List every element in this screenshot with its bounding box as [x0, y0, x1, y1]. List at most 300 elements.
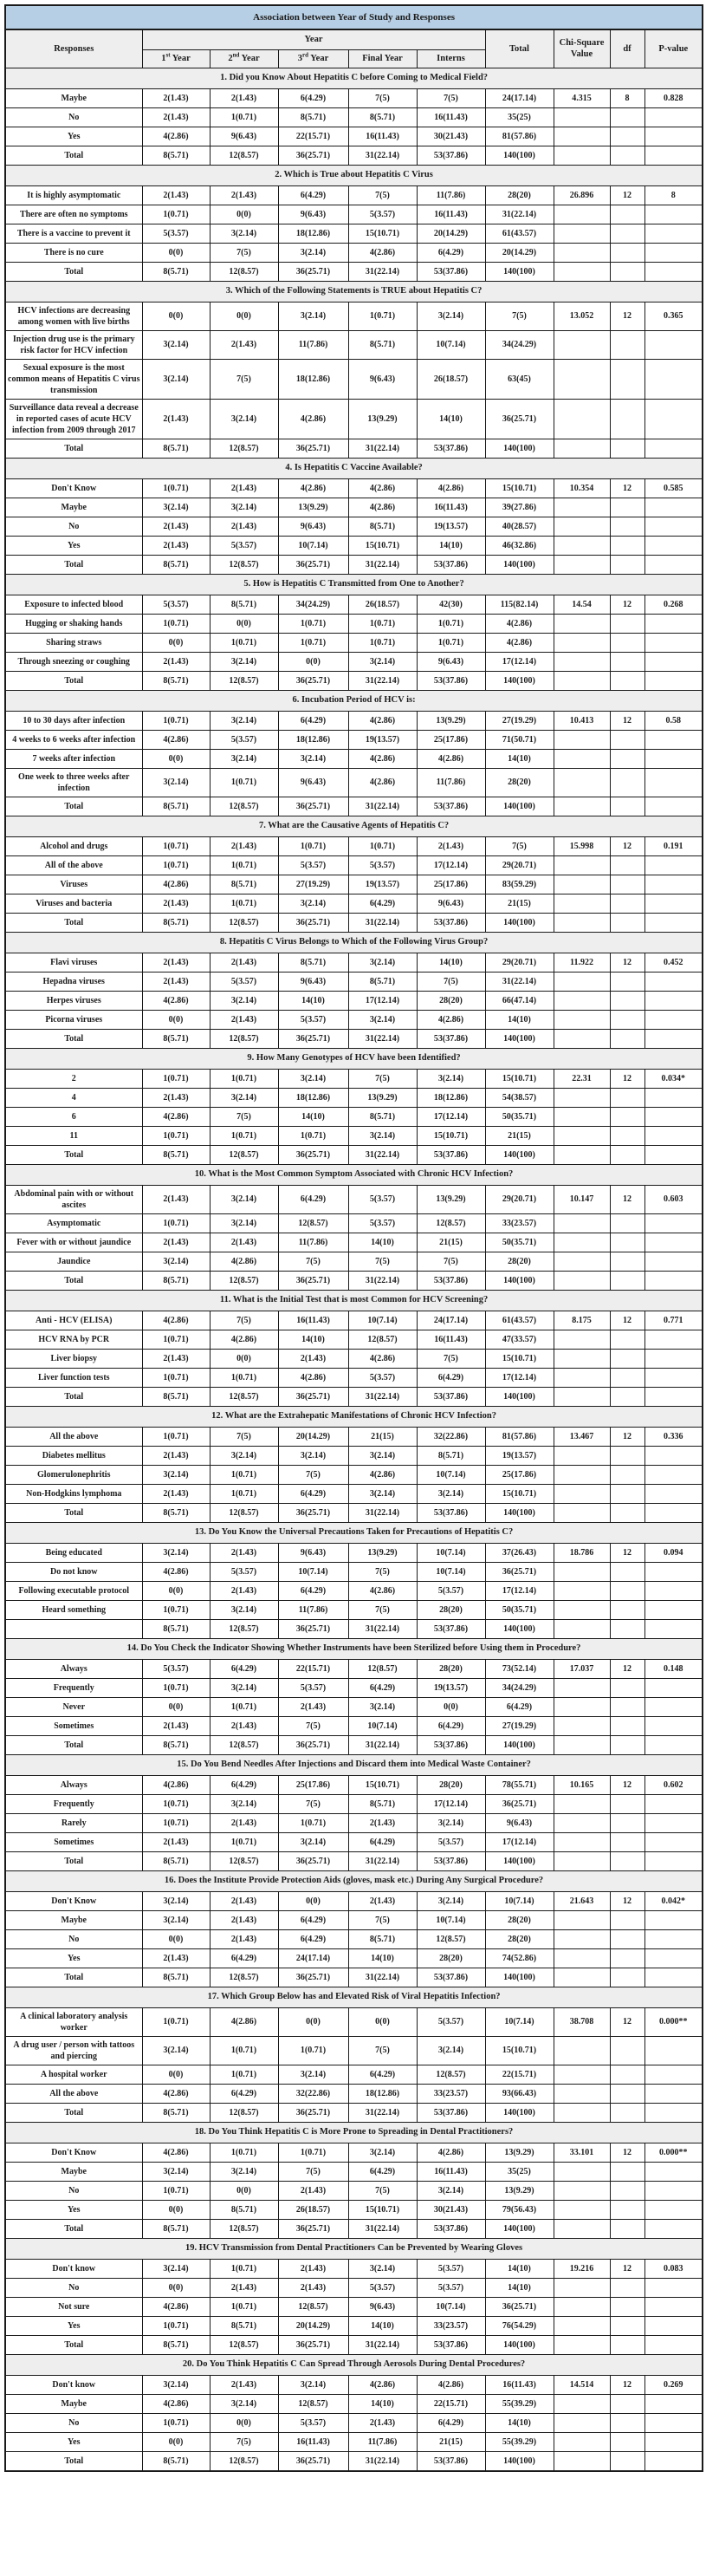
total-cell: 7(5): [485, 302, 554, 330]
table-row: [5, 2278, 703, 2297]
year-value-cell: 1(0.71): [348, 302, 417, 330]
table-row: [5, 1213, 703, 1233]
table-row: [5, 146, 703, 165]
section-header-row: [5, 1754, 703, 1775]
year-value-cell: 1(0.71): [278, 836, 348, 855]
chi-square-cell: [554, 498, 610, 517]
year-value-cell: 9(6.43): [278, 768, 348, 797]
year-value-cell: 31(22.14): [348, 2451, 417, 2471]
year-value-cell: 14(10): [348, 2394, 417, 2413]
year-value-cell: 4(2.86): [348, 478, 417, 498]
year-value-cell: 12(8.57): [210, 262, 278, 281]
year-value-cell: 36(25.71): [278, 913, 348, 932]
year-column-header: 3rd Year: [278, 49, 348, 68]
year-value-cell: 3(2.14): [142, 359, 210, 399]
df-cell: [610, 913, 644, 932]
year-value-cell: 16(11.43): [417, 205, 485, 224]
chi-square-cell: [554, 1794, 610, 1813]
table-row: [5, 1813, 703, 1832]
total-cell: 10(7.14): [485, 2007, 554, 2036]
year-value-cell: 18(12.86): [278, 730, 348, 749]
df-cell: [610, 652, 644, 671]
year-value-cell: 53(37.86): [417, 1271, 485, 1290]
p-value-cell: [644, 894, 703, 913]
response-label: All of the above: [5, 855, 142, 875]
year-value-cell: 20(14.29): [278, 1427, 348, 1446]
year-value-cell: 4(2.86): [278, 478, 348, 498]
year-value-cell: 31(22.14): [348, 913, 417, 932]
total-cell: 63(45): [485, 359, 554, 399]
response-label: Maybe: [5, 2162, 142, 2181]
year-value-cell: 6(4.29): [348, 2065, 417, 2084]
df-cell: [610, 243, 644, 262]
chi-square-cell: [554, 991, 610, 1010]
year-value-cell: 20(14.29): [278, 2316, 348, 2335]
year-value-cell: 1(0.71): [210, 1832, 278, 1851]
section-question: 3. Which of the Following Statements is TRUE about Hepatitis C?: [5, 281, 703, 302]
df-cell: [610, 1271, 644, 1290]
year-value-cell: 53(37.86): [417, 1503, 485, 1522]
year-value-cell: 31(22.14): [348, 1968, 417, 1987]
year-value-cell: 0(0): [210, 205, 278, 224]
total-cell: 81(57.86): [485, 1427, 554, 1446]
year-value-cell: 4(2.86): [348, 1581, 417, 1600]
total-cell: 140(100): [485, 1271, 554, 1290]
df-cell: [610, 1446, 644, 1465]
response-label: Sexual exposure is the most common means of Hepatitis C virus transmission: [5, 359, 142, 399]
year-value-cell: 53(37.86): [417, 797, 485, 816]
chi-square-cell: [554, 146, 610, 165]
response-label: Exposure to infected blood: [5, 595, 142, 614]
year-value-cell: 11(7.86): [278, 1600, 348, 1619]
df-cell: [610, 1252, 644, 1271]
year-value-cell: 15(10.71): [417, 1126, 485, 1145]
chi-square-cell: [554, 127, 610, 146]
response-label: Hepadna viruses: [5, 972, 142, 991]
df-cell: [610, 1465, 644, 1484]
table-row: [5, 1427, 703, 1446]
year-value-cell: 28(20): [417, 1659, 485, 1678]
response-label: Heard something: [5, 1600, 142, 1619]
year-value-cell: 1(0.71): [278, 2143, 348, 2162]
response-label: Maybe: [5, 2394, 142, 2413]
year-value-cell: 8(5.71): [142, 555, 210, 574]
table-row: [5, 2316, 703, 2335]
year-value-cell: 2(1.43): [142, 536, 210, 555]
table-row: [5, 1543, 703, 1562]
p-value-cell: [644, 1794, 703, 1813]
total-cell: 140(100): [485, 2103, 554, 2122]
year-value-cell: 3(2.14): [210, 1213, 278, 1233]
total-cell: 140(100): [485, 2335, 554, 2354]
year-value-cell: 53(37.86): [417, 262, 485, 281]
df-cell: 12: [610, 953, 644, 972]
table-row: [5, 991, 703, 1010]
year-value-cell: 2(1.43): [278, 2181, 348, 2200]
response-label: Herpes viruses: [5, 991, 142, 1010]
section-header-row: [5, 1290, 703, 1311]
year-value-cell: 5(3.57): [417, 1581, 485, 1600]
total-cell: 35(25): [485, 2162, 554, 2181]
year-value-cell: 1(0.71): [417, 633, 485, 652]
df-cell: [610, 1010, 644, 1029]
response-label: 10 to 30 days after infection: [5, 711, 142, 730]
year-value-cell: 13(9.29): [417, 1185, 485, 1213]
df-cell: 12: [610, 1311, 644, 1330]
p-value-cell: 0.269: [644, 2375, 703, 2394]
p-value-cell: [644, 399, 703, 439]
year-value-cell: 18(12.86): [278, 1088, 348, 1107]
year-value-cell: 53(37.86): [417, 2103, 485, 2122]
chi-square-cell: [554, 1029, 610, 1048]
total-cell: 28(20): [485, 1910, 554, 1929]
year-value-cell: 31(22.14): [348, 1029, 417, 1048]
year-value-cell: 10(7.14): [417, 1562, 485, 1581]
chi-square-cell: 14.514: [554, 2375, 610, 2394]
year-value-cell: 1(0.71): [278, 614, 348, 633]
total-cell: 71(50.71): [485, 730, 554, 749]
year-value-cell: 21(15): [348, 1427, 417, 1446]
section-header-row: [5, 281, 703, 302]
year-value-cell: 33(23.57): [417, 2316, 485, 2335]
total-cell: 17(12.14): [485, 1832, 554, 1851]
year-value-cell: 1(0.71): [142, 1794, 210, 1813]
response-label: Total: [5, 1735, 142, 1754]
total-cell: 7(5): [485, 836, 554, 855]
year-value-cell: 17(12.14): [417, 1794, 485, 1813]
p-value-cell: [644, 1088, 703, 1107]
table-row: [5, 2103, 703, 2122]
year-value-cell: 8(5.71): [142, 1968, 210, 1987]
year-value-cell: 8(5.71): [348, 330, 417, 359]
year-value-cell: 1(0.71): [348, 633, 417, 652]
year-value-cell: 2(1.43): [142, 1349, 210, 1368]
total-cell: 33(23.57): [485, 1213, 554, 1233]
response-label: Fever with or without jaundice: [5, 1233, 142, 1252]
year-value-cell: 8(5.71): [210, 2316, 278, 2335]
total-cell: 55(39.29): [485, 2394, 554, 2413]
year-value-cell: 2(1.43): [210, 1543, 278, 1562]
p-value-cell: [644, 768, 703, 797]
year-value-cell: 13(9.29): [278, 498, 348, 517]
year-value-cell: 8(5.71): [278, 953, 348, 972]
total-cell: 39(27.86): [485, 498, 554, 517]
df-cell: 12: [610, 1185, 644, 1213]
year-value-cell: 8(5.71): [278, 107, 348, 127]
p-value-cell: 0.268: [644, 595, 703, 614]
p-value-cell: 0.336: [644, 1427, 703, 1446]
year-value-cell: 53(37.86): [417, 1387, 485, 1406]
chi-square-cell: [554, 1832, 610, 1851]
response-label: Yes: [5, 1948, 142, 1968]
year-value-cell: 3(2.14): [210, 1088, 278, 1107]
year-value-cell: 1(0.71): [210, 2143, 278, 2162]
response-label: Never: [5, 1697, 142, 1716]
table-row: [5, 614, 703, 633]
df-cell: 12: [610, 302, 644, 330]
year-value-cell: 5(3.57): [278, 1678, 348, 1697]
year-value-cell: 7(5): [210, 243, 278, 262]
year-value-cell: 15(10.71): [348, 1775, 417, 1794]
response-label: Viruses: [5, 875, 142, 894]
year-value-cell: 16(11.43): [278, 1311, 348, 1330]
chi-square-cell: [554, 1968, 610, 1987]
total-column-header: Total: [485, 29, 554, 68]
df-cell: [610, 671, 644, 690]
table-row: [5, 399, 703, 439]
year-value-cell: 3(2.14): [210, 1794, 278, 1813]
total-cell: 140(100): [485, 555, 554, 574]
p-value-cell: [644, 1832, 703, 1851]
df-cell: 12: [610, 1891, 644, 1910]
response-label: Following executable protocol: [5, 1581, 142, 1600]
year-value-cell: 5(3.57): [210, 1562, 278, 1581]
year-value-cell: 2(1.43): [142, 1484, 210, 1503]
p-value-cell: [644, 875, 703, 894]
response-label: Jaundice: [5, 1252, 142, 1271]
total-cell: 74(52.86): [485, 1948, 554, 1968]
section-header-row: [5, 2354, 703, 2375]
response-label: Total: [5, 1029, 142, 1048]
df-cell: [610, 1968, 644, 1987]
year-value-cell: 5(3.57): [417, 2259, 485, 2278]
table-row: [5, 855, 703, 875]
year-value-cell: 6(4.29): [278, 1929, 348, 1948]
df-cell: [610, 2394, 644, 2413]
response-label: Yes: [5, 127, 142, 146]
df-cell: [610, 749, 644, 768]
df-cell: [610, 1678, 644, 1697]
chi-square-cell: [554, 2316, 610, 2335]
year-value-cell: 6(4.29): [348, 1678, 417, 1697]
year-value-cell: 1(0.71): [210, 2297, 278, 2316]
p-value-cell: 0.452: [644, 953, 703, 972]
total-cell: 140(100): [485, 913, 554, 932]
year-value-cell: 11(7.86): [348, 2432, 417, 2451]
year-value-cell: 0(0): [210, 614, 278, 633]
year-value-cell: 14(10): [417, 536, 485, 555]
df-cell: [610, 1619, 644, 1638]
year-value-cell: 1(0.71): [210, 1697, 278, 1716]
chi-square-cell: 4.315: [554, 88, 610, 107]
year-value-cell: 21(15): [417, 2432, 485, 2451]
year-value-cell: 1(0.71): [142, 1368, 210, 1387]
year-value-cell: 14(10): [278, 1107, 348, 1126]
year-value-cell: 17(12.14): [417, 1107, 485, 1126]
year-value-cell: 2(1.43): [278, 1349, 348, 1368]
table-row: [5, 730, 703, 749]
year-value-cell: 6(4.29): [278, 185, 348, 205]
section-header-row: [5, 458, 703, 478]
total-cell: 16(11.43): [485, 2375, 554, 2394]
response-label: Yes: [5, 2432, 142, 2451]
chi-square-cell: 33.101: [554, 2143, 610, 2162]
response-label: Picorna viruses: [5, 1010, 142, 1029]
p-value-cell: [644, 1716, 703, 1735]
table-body: [5, 68, 703, 2471]
year-value-cell: 6(4.29): [417, 1716, 485, 1735]
chi-square-cell: [554, 875, 610, 894]
year-value-cell: 8(5.71): [142, 1029, 210, 1048]
df-cell: [610, 614, 644, 633]
total-cell: 35(25): [485, 107, 554, 127]
chi-square-cell: 11.922: [554, 953, 610, 972]
total-cell: 140(100): [485, 797, 554, 816]
total-cell: 14(10): [485, 2278, 554, 2297]
total-cell: 29(20.71): [485, 1185, 554, 1213]
response-label: No: [5, 1929, 142, 1948]
response-label: Don't Know: [5, 2143, 142, 2162]
year-value-cell: 13(9.29): [417, 711, 485, 730]
year-value-cell: 0(0): [210, 2181, 278, 2200]
table-row: [5, 2219, 703, 2238]
year-value-cell: 1(0.71): [142, 1330, 210, 1349]
year-value-cell: 1(0.71): [142, 1126, 210, 1145]
year-value-cell: 3(2.14): [210, 749, 278, 768]
chi-square-cell: 15.998: [554, 836, 610, 855]
chi-square-cell: [554, 555, 610, 574]
year-value-cell: 14(10): [417, 953, 485, 972]
section-header-row: [5, 1048, 703, 1069]
response-label: Injection drug use is the primary risk factor for HCV infection: [5, 330, 142, 359]
df-cell: [610, 224, 644, 243]
year-value-cell: 6(4.29): [348, 2162, 417, 2181]
df-cell: [610, 2084, 644, 2103]
year-value-cell: 2(1.43): [142, 972, 210, 991]
table-row: [5, 2007, 703, 2036]
year-value-cell: 25(17.86): [417, 730, 485, 749]
response-label: Frequently: [5, 1794, 142, 1813]
p-value-cell: [644, 1910, 703, 1929]
year-value-cell: 24(17.14): [278, 1948, 348, 1968]
chi-square-cell: [554, 330, 610, 359]
p-value-cell: 0.000**: [644, 2143, 703, 2162]
year-value-cell: 31(22.14): [348, 262, 417, 281]
chi-square-cell: [554, 262, 610, 281]
df-cell: [610, 1832, 644, 1851]
p-value-cell: [644, 2219, 703, 2238]
response-label: A hospital worker: [5, 2065, 142, 2084]
p-value-cell: [644, 972, 703, 991]
year-value-cell: 31(22.14): [348, 439, 417, 458]
response-label: Flavi viruses: [5, 953, 142, 972]
total-cell: 28(20): [485, 768, 554, 797]
year-value-cell: 4(2.86): [210, 2007, 278, 2036]
total-cell: 140(100): [485, 439, 554, 458]
year-value-cell: 26(18.57): [417, 359, 485, 399]
df-cell: [610, 2219, 644, 2238]
p-value-cell: [644, 1678, 703, 1697]
year-value-cell: 4(2.86): [210, 1330, 278, 1349]
year-value-cell: 15(10.71): [348, 224, 417, 243]
year-value-cell: 1(0.71): [278, 2036, 348, 2065]
section-question: 10. What is the Most Common Symptom Associated with Chronic HCV Infection?: [5, 1164, 703, 1185]
year-value-cell: 12(8.57): [210, 555, 278, 574]
section-header-row: [5, 68, 703, 88]
year-value-cell: 1(0.71): [417, 614, 485, 633]
df-cell: [610, 2316, 644, 2335]
year-value-cell: 3(2.14): [210, 2394, 278, 2413]
year-value-cell: 31(22.14): [348, 671, 417, 690]
chi-square-cell: 17.037: [554, 1659, 610, 1678]
year-value-cell: 12(8.57): [210, 797, 278, 816]
year-value-cell: 8(5.71): [348, 1107, 417, 1126]
table-row: [5, 2036, 703, 2065]
chi-square-cell: [554, 2413, 610, 2432]
chi-square-cell: [554, 2335, 610, 2354]
total-cell: 140(100): [485, 1851, 554, 1870]
df-cell: [610, 1233, 644, 1252]
year-value-cell: 31(22.14): [348, 2219, 417, 2238]
year-value-cell: 12(8.57): [348, 1330, 417, 1349]
year-value-cell: 4(2.86): [142, 2394, 210, 2413]
section-question: 17. Which Group Below has and Elevated Risk of Viral Hepatitis Infection?: [5, 1987, 703, 2007]
year-value-cell: 16(11.43): [417, 1330, 485, 1349]
chi-square-cell: [554, 1107, 610, 1126]
total-cell: 79(56.43): [485, 2200, 554, 2219]
table-row: [5, 224, 703, 243]
year-value-cell: 15(10.71): [348, 536, 417, 555]
year-value-cell: 0(0): [278, 652, 348, 671]
p-value-cell: 0.034*: [644, 1069, 703, 1088]
year-column-header: 1st Year: [142, 49, 210, 68]
year-value-cell: 7(5): [348, 1910, 417, 1929]
chi-square-cell: 22.31: [554, 1069, 610, 1088]
table-row: [5, 1716, 703, 1735]
year-value-cell: 3(2.14): [142, 2036, 210, 2065]
df-cell: [610, 1107, 644, 1126]
chi-square-cell: [554, 768, 610, 797]
year-value-cell: 0(0): [142, 749, 210, 768]
section-header-row: [5, 1164, 703, 1185]
year-value-cell: 10(7.14): [417, 330, 485, 359]
year-value-cell: 6(4.29): [210, 2084, 278, 2103]
year-value-cell: 3(2.14): [278, 1832, 348, 1851]
year-value-cell: 3(2.14): [210, 2162, 278, 2181]
p-value-column-header: P-value: [644, 29, 703, 68]
year-value-cell: 34(24.29): [278, 595, 348, 614]
year-value-cell: 8(5.71): [348, 107, 417, 127]
response-label: Diabetes mellitus: [5, 1446, 142, 1465]
response-label: HCV infections are decreasing among women with live births: [5, 302, 142, 330]
table-row: [5, 359, 703, 399]
year-value-cell: 9(6.43): [278, 972, 348, 991]
year-value-cell: 5(3.57): [142, 224, 210, 243]
year-value-cell: 7(5): [417, 1252, 485, 1271]
year-value-cell: 12(8.57): [348, 1659, 417, 1678]
year-value-cell: 9(6.43): [210, 127, 278, 146]
response-label: Total: [5, 1145, 142, 1164]
table-row: [5, 749, 703, 768]
year-value-cell: 1(0.71): [142, 614, 210, 633]
year-value-cell: 1(0.71): [142, 2007, 210, 2036]
chi-square-cell: [554, 1929, 610, 1948]
year-value-cell: 6(4.29): [417, 2413, 485, 2432]
total-cell: 66(47.14): [485, 991, 554, 1010]
response-label: Always: [5, 1659, 142, 1678]
df-cell: 12: [610, 1659, 644, 1678]
chi-square-cell: [554, 1126, 610, 1145]
year-value-cell: 1(0.71): [210, 1465, 278, 1484]
chi-square-cell: 10.354: [554, 478, 610, 498]
df-cell: [610, 894, 644, 913]
df-cell: [610, 1484, 644, 1503]
section-question: 11. What is the Initial Test that is most Common for HCV Screening?: [5, 1290, 703, 1311]
table-row: [5, 894, 703, 913]
section-header-row: [5, 2238, 703, 2259]
response-label: Total: [5, 1387, 142, 1406]
df-cell: 12: [610, 2259, 644, 2278]
